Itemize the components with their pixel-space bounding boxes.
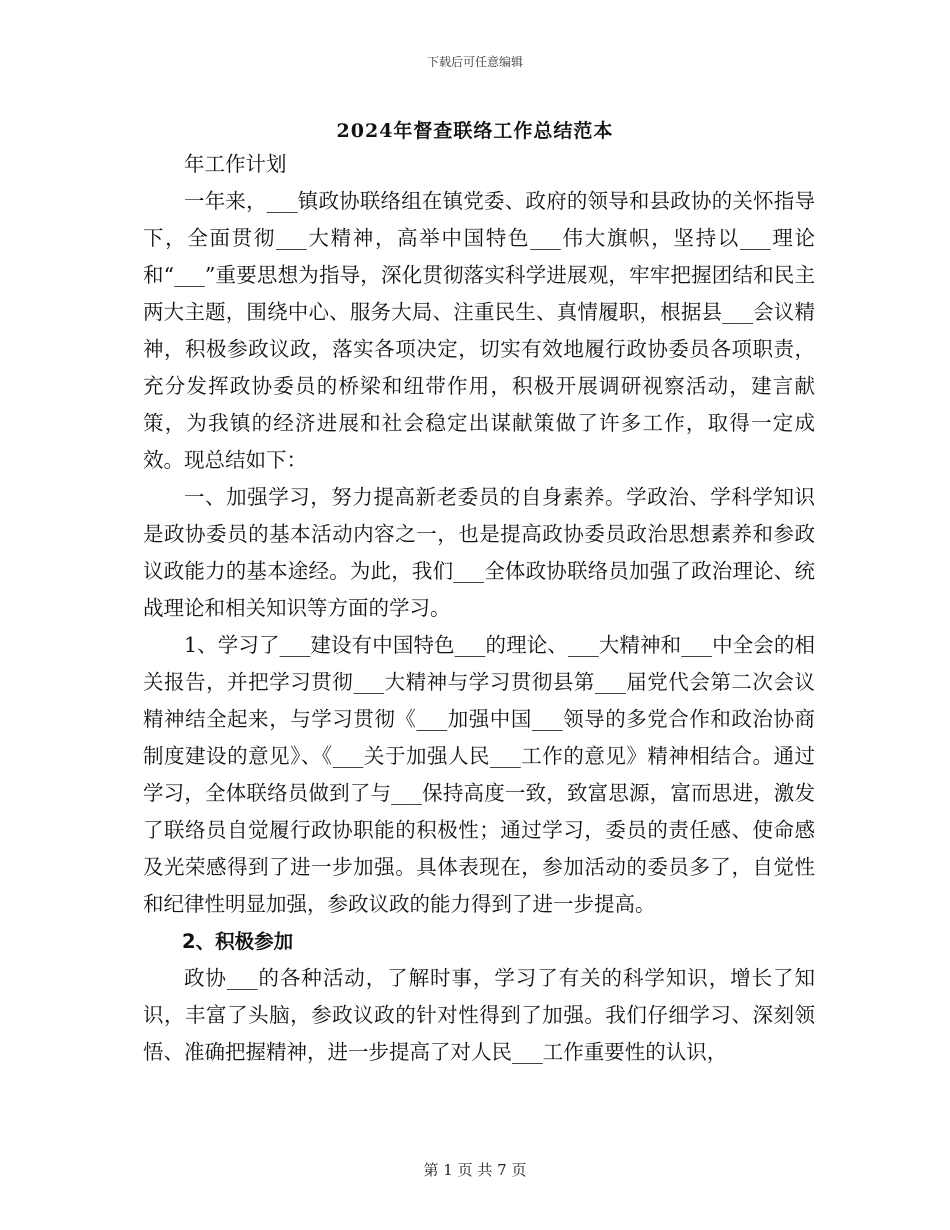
document-title: 2024年督查联络工作总结范本: [336, 120, 614, 142]
paragraph-section-one: 一、加强学习，努力提高新老委员的自身素养。学政治、学科学知识是政协委员的基本活动内容之一，也是提高政协委员政治思想素养和参政议政能力的基本途经。为此，我们___全体政协联络员加强了政治理论、统战理论和相关知识等方面的学习。: [143, 485, 815, 620]
subheading-item-two: 2、积极参加: [182, 930, 294, 953]
page-number: 第 1 页 共 7 页: [423, 1161, 527, 1179]
document-body: [143, 146, 815, 1071]
paragraph-intro-label: 年工作计划: [184, 152, 287, 176]
page-header-note: 下载后可任意编辑: [426, 55, 523, 69]
paragraph-item-two: 政协___的各种活动，了解时事，学习了有关的科学知识，增长了知识，丰富了头脑，参政议政的针对性得到了加强。我们仔细学习、深刻领悟、准确把握精神，进一步提高了对人民___工作重要性的认识，: [143, 966, 815, 1064]
paragraph-overview: 一年来，___镇政协联络组在镇党委、政府的领导和县政协的关怀指导下，全面贯彻___大精神，高举中国特色___伟大旗帜，坚持以___理论和“___”重要思想为指导，深化贯彻落实科学进展观，牢牢把握团结和民主两大主题，围绕中心、服务大局、注重民生、真情履职，根据县___会议精神，积极参政议政，落实各项决定，切实有效地履行政协委员各项职责，充分发挥政协委员的桥梁和纽带作用，积极开展调研视察活动，建言献策，为我镇的经济进展和社会稳定出谋献策做了许多工作，取得一定成效。现总结如下：: [143, 189, 815, 472]
paragraph-item-one: 1、学习了___建设有中国特色___的理论、___大精神和___中全会的相关报告，并把学习贯彻___大精神与学习贯彻县第___届党代会第二次会议精神结全起来，与学习贯彻《___加强中国___领导的多党合作和政治协商制度建设的意见》、《___关于加强人民___工作的意见》精神相结合。通过学习，全体联络员做到了与___保持高度一致，致富思源，富而思进，激发了联络员自觉履行政协职能的积极性；通过学习，委员的责任感、使命感及光荣感得到了进一步加强。具体表现在，参加活动的委员多了，自觉性和纪律性明显加强，参政议政的能力得到了进一步提高。: [143, 633, 815, 916]
